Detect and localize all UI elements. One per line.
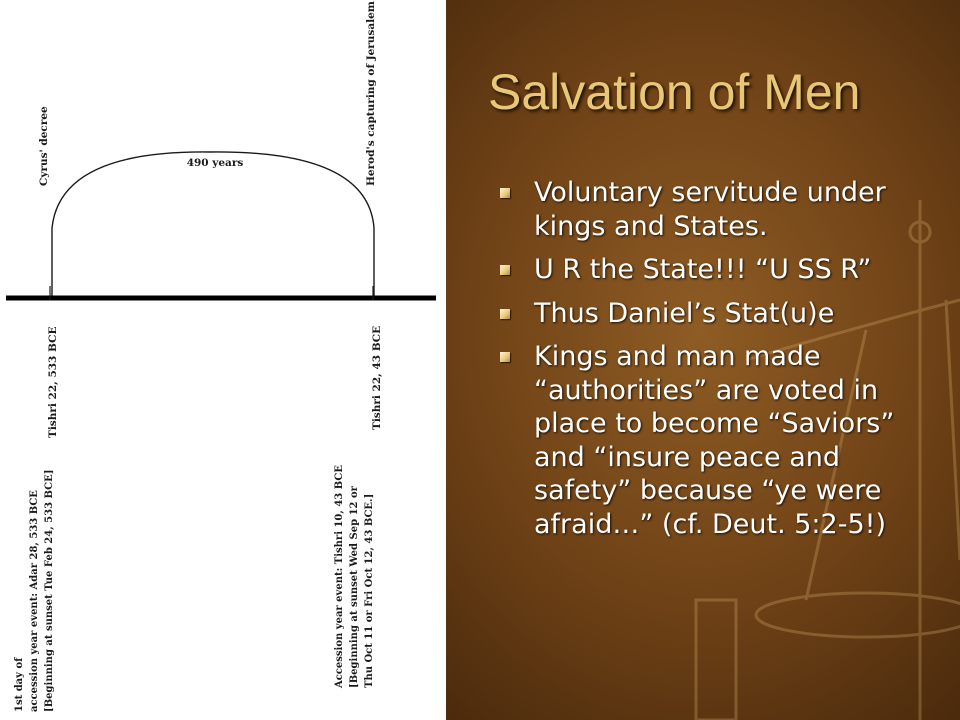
left-event-line-1: 1st day of [14, 657, 25, 712]
bullet-list [498, 176, 908, 551]
square-bullet-icon [500, 265, 510, 275]
left-top-label: Cyrus' decree [38, 106, 50, 186]
right-date-label: Tishri 22, 43 BCE [371, 325, 383, 430]
bullet-item [498, 176, 908, 243]
timeline-diagram [0, 0, 446, 720]
left-date-label: Tishri 22, 533 BCE [47, 326, 59, 438]
bullet-text: U R the State!!! “U SS R” [534, 254, 872, 285]
bullet-item [498, 253, 908, 287]
timeline-diagram-panel [0, 0, 446, 720]
bullet-text: Kings and man made “authorities” are voted in place to become “Saviors” and “insure peace and safety” because “ye were afraid…” (cf. Deut. 5:2-5!) [534, 341, 895, 540]
left-event-line-2: accession year event: Adar 28, 533 BCE [29, 490, 40, 712]
right-top-label: Herod's capturing of Jerusalem [365, 1, 377, 186]
right-event-line-2: [Beginning at sunset Wed Sep 12 or [349, 486, 360, 688]
period-arc [52, 152, 374, 298]
left-event-line-3: [Beginning at sunset Tue Feb 24, 533 BCE] [44, 469, 55, 712]
square-bullet-icon [500, 352, 510, 362]
bullet-text: Thus Daniel’s Stat(u)e [534, 297, 835, 329]
slide-title: Salvation of Men [488, 64, 861, 120]
bullet-text: Voluntary servitude under kings and States. [534, 177, 886, 242]
square-bullet-icon [500, 309, 510, 319]
right-event-line-3: Thu Oct 11 or Fri Oct 12, 43 BCE.] [364, 493, 375, 688]
bullet-item [498, 340, 908, 541]
square-bullet-icon [500, 188, 510, 198]
bullet-item [498, 297, 908, 331]
right-event-line-1: Accession year event: Tishri 10, 43 BCE [334, 465, 345, 688]
arc-label: 490 years [186, 157, 244, 169]
